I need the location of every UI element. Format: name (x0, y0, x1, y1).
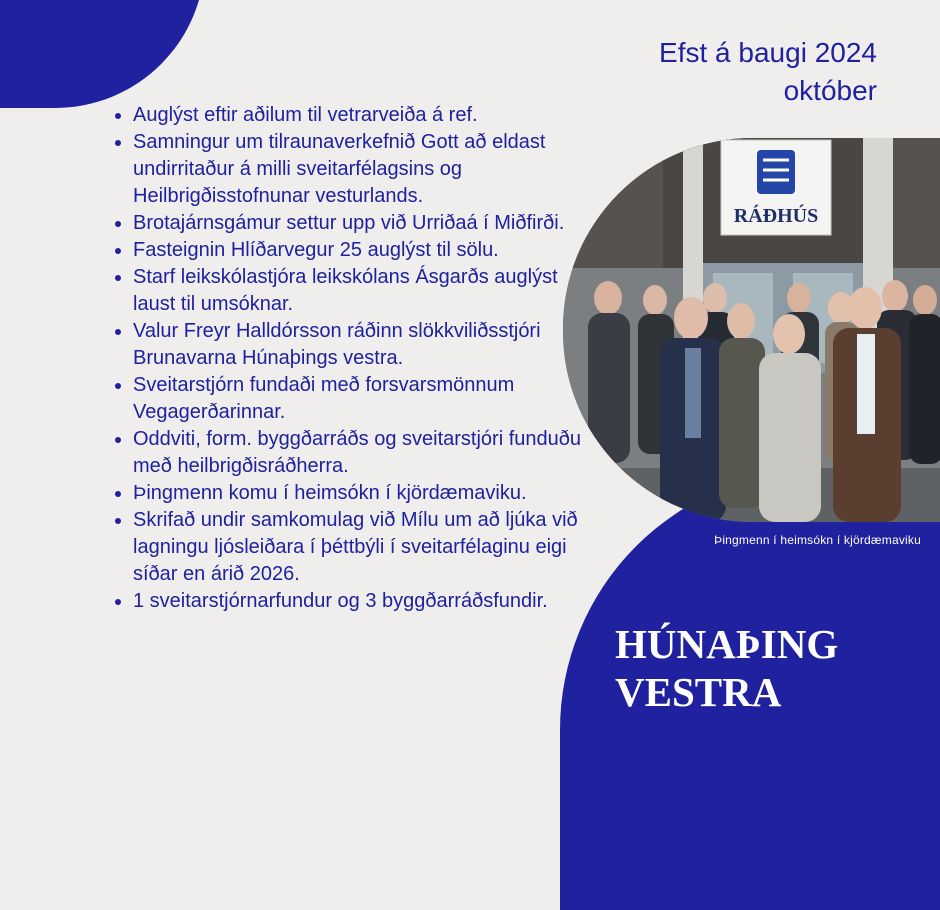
news-item: • Þingmenn komu í heimsókn í kjördæmaviku. (133, 480, 583, 507)
brand-line2: VESTRA (615, 669, 782, 715)
sign-text: RÁÐHÚS (733, 205, 819, 227)
news-item: • Samningur um tilraunaverkefnið Gott að eldast undirritaður á milli sveitarfélagsins og Heilbrigðisstofnunar vesturlands. (133, 129, 583, 210)
crest-icon (757, 150, 795, 194)
page-title (659, 34, 877, 110)
decorative-blob-top (0, 0, 205, 108)
group-photo-illustration (563, 138, 940, 522)
news-item: • Oddviti, form. byggðarráðs og sveitarstjóri funduðu með heilbrigðisráðherra. (133, 426, 583, 480)
photo-caption: Þingmenn í heimsókn í kjördæmaviku (714, 533, 921, 547)
news-item: • Sveitarstjórn fundaði með forsvarsmönnum Vegagerðarinnar. (133, 372, 583, 426)
group-photo (563, 138, 940, 522)
brand-wordmark (615, 620, 838, 716)
news-item: • 1 sveitarstjórnarfundur og 3 byggðarráðsfundir. (133, 588, 583, 615)
page-title-line2: október (783, 75, 877, 106)
news-item: • Brotajárnsgámur settur upp við Urriðaá í Miðfirði. (133, 210, 583, 237)
news-item: • Fasteignin Hlíðarvegur 25 auglýst til sölu. (133, 237, 583, 264)
brand-line1: HÚNAÞING (615, 621, 839, 667)
news-item: • Auglýst eftir aðilum til vetrarveiða á ref. (133, 102, 583, 129)
news-list (111, 102, 583, 615)
page-title-line1: Efst á baugi 2024 (659, 37, 877, 68)
news-item: • Valur Freyr Halldórsson ráðinn slökkviliðsstjóri Brunavarna Húnaþings vestra. (133, 318, 583, 372)
news-item: • Skrifað undir samkomulag við Mílu um að ljúka við lagningu ljósleiðara í þéttbýli í sveitarfélaginu eigi síðar en árið 2026. (133, 507, 583, 588)
news-item: • Starf leikskólastjóra leikskólans Ásgarðs auglýst laust til umsóknar. (133, 264, 583, 318)
